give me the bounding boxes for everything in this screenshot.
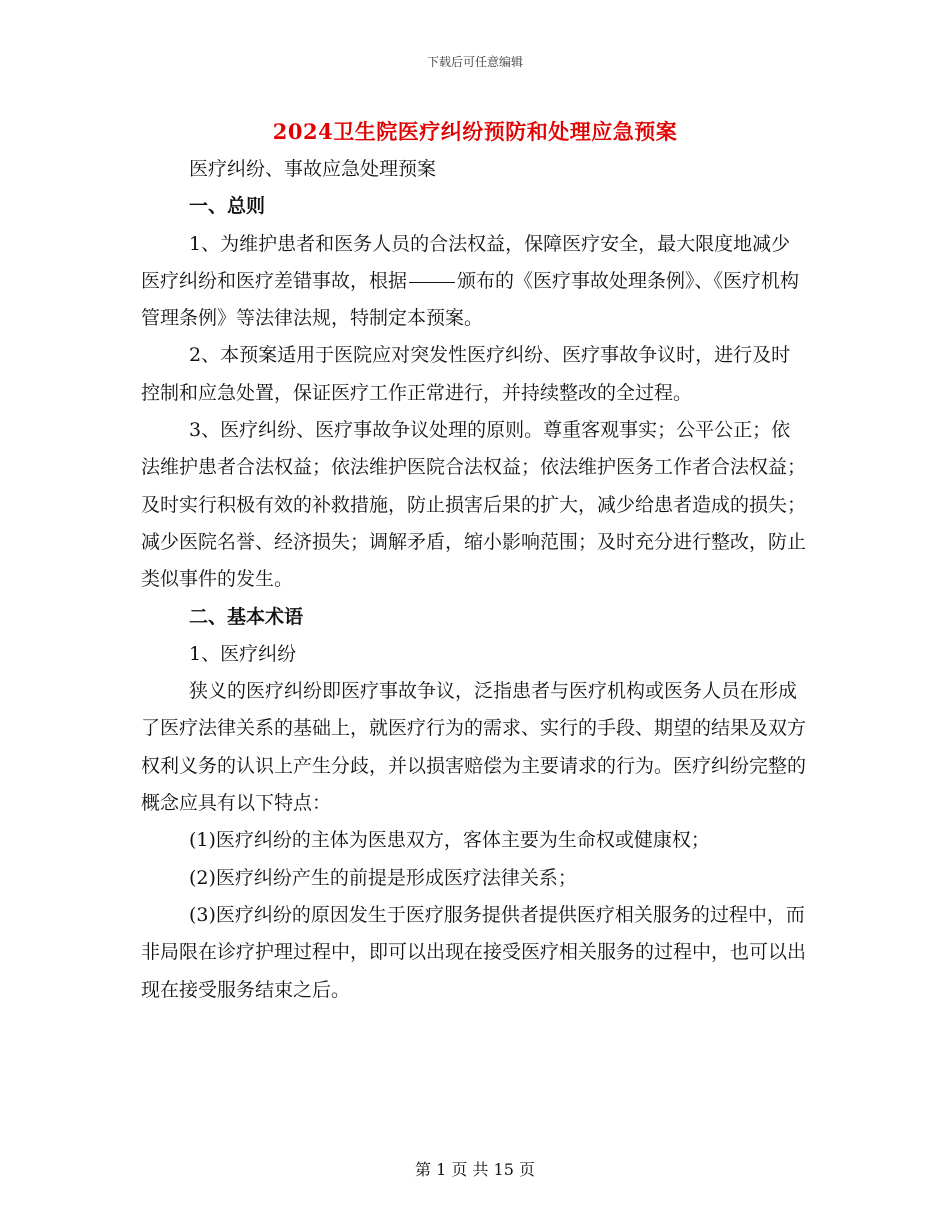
list-item-1: (1)医疗纠纷的主体为医患双方，客体主要为生命权或健康权； [189,829,710,852]
section1-paragraph-2: 2、本预案适用于医院应对突发性医疗纠纷、医疗事故争议时，进行及时控制和应急处置，保证医疗工作正常进行，并持续整改的全过程。 [141,344,791,404]
section1-p1-text-b: 颁布的《医疗事故处理条例》、《医疗机构管理条例》等法律法规，特制定本预案。 [141,269,800,330]
section2-subheading-1: 1、医疗纠纷 [189,642,297,665]
section1-p1-text-a: 1、为维护患者和医务人员的合法权益，保障医疗安全，最大限度地减少医疗纠纷和医疗差错事故，根据 [141,232,791,292]
section1-heading: 一、总则 [189,195,266,218]
page-header-note: 下载后可任意编辑 [426,55,523,69]
document-title: 2024卫生院医疗纠纷预防和处理应急预案 [272,119,678,144]
list-item-3: (3)医疗纠纷的原因发生于医疗服务提供者提供医疗相关服务的过程中，而非局限在诊疗护理过程中，即可以出现在接受医疗相关服务的过程中，也可以出现在接受服务结束之后。 [141,903,807,1001]
section2-paragraph-1: 狭义的医疗纠纷即医疗事故争议，泛指患者与医疗机构或医务人员在形成了医疗法律关系的基础上，就医疗行为的需求、实行的手段、期望的结果及双方权利义务的认识上产生分歧，并以损害赔偿为主要请求的行为。医疗纠纷完整的概念应具有以下特点： [141,680,807,815]
document-body [141,151,809,1009]
page-footer-number: 第 1 页 共 15 页 [415,1160,535,1179]
section2-heading: 二、基本术语 [189,605,304,628]
fill-in-blank [409,281,455,283]
section1-paragraph-1 [141,226,809,338]
intro-line: 医疗纠纷、事故应急处理预案 [189,158,437,180]
list-item-2: (2)医疗纠纷产生的前提是形成医疗法律关系； [189,866,577,889]
section1-paragraph-3: 3、医疗纠纷、医疗事故争议处理的原则。尊重客观事实；公平公正；依法维护患者合法权益；依法维护医院合法权益；依法维护医务工作者合法权益；及时实行积极有效的补救措施，防止损害后果的扩大，减少给患者造成的损失；减少医院名誉、经济损失；调解矛盾，缩小影响范围；及时充分进行整改，防止类似事件的发生。 [141,419,807,591]
